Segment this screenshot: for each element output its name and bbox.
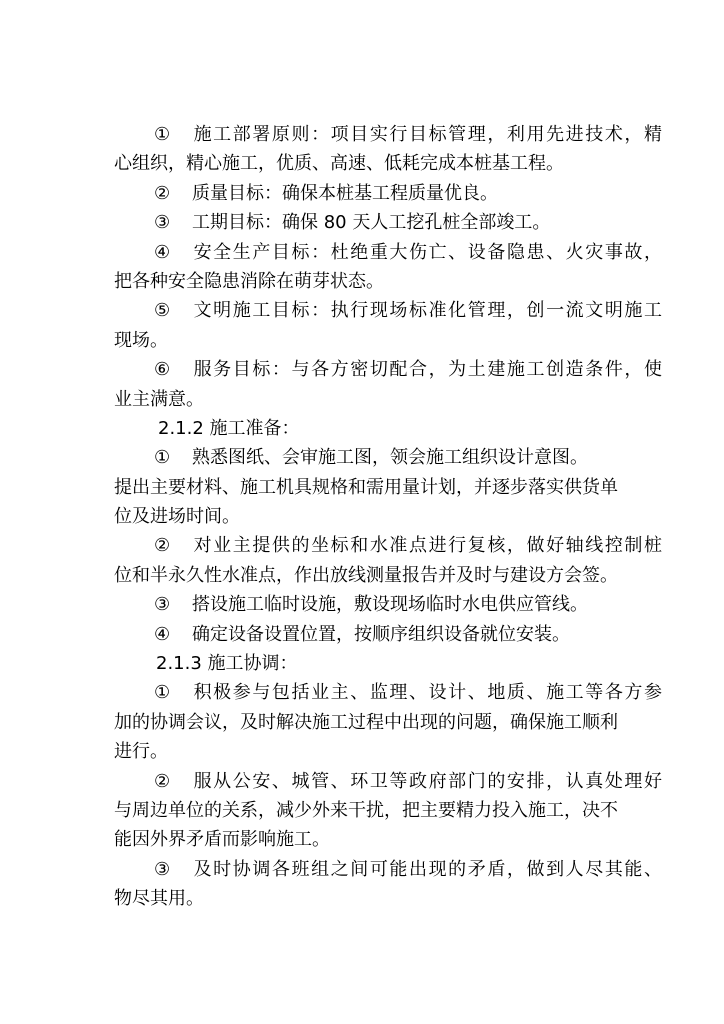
paragraph-line: 位和半永久性水准点，作出放线测量报告并及时与建设方会签。 <box>114 564 618 586</box>
paragraph-line: ① 熟悉图纸、会审施工图，领会施工组织设计意图。 <box>114 443 662 472</box>
list-marker: ⑤ <box>154 300 171 322</box>
paragraph-line: 现场。 <box>114 329 168 351</box>
coordination-paragraph <box>114 678 662 766</box>
section-heading: 2.1.2 施工准备： <box>158 417 300 439</box>
objective-paragraph <box>114 296 662 355</box>
list-marker: ② <box>154 535 171 557</box>
coordination-paragraph <box>114 767 662 855</box>
paragraph-line: 能因外界矛盾而影响施工。 <box>114 829 330 851</box>
paragraph-line: ① 积极参与包括业主、监理、设计、地质、施工等各方参 <box>114 678 662 707</box>
preparation-paragraph <box>114 590 662 619</box>
preparation-paragraph <box>114 620 662 649</box>
paragraph-line: ① 施工部署原则：项目实行目标管理，利用先进技术，精 <box>114 120 662 149</box>
list-marker: ⑥ <box>154 359 171 381</box>
paragraph-line: ③ 工期目标：确保 80 天人工挖孔桩全部竣工。 <box>114 208 662 237</box>
paragraph-line: 进行。 <box>114 741 168 763</box>
preparation-paragraph <box>114 443 662 531</box>
paragraph-line: 物尽其用。 <box>114 888 204 910</box>
preparation-paragraph <box>114 531 662 590</box>
objective-paragraph <box>114 179 662 208</box>
list-marker: ③ <box>154 212 171 234</box>
paragraph-line: 把各种安全隐患消除在萌芽状态。 <box>114 270 384 292</box>
objective-paragraph <box>114 355 662 414</box>
list-marker: ④ <box>154 623 171 645</box>
objective-paragraph <box>114 238 662 297</box>
paragraph-line: 与周边单位的关系，减少外来干扰，把主要精力投入施工，决不 <box>114 799 618 821</box>
list-marker: ① <box>154 682 171 704</box>
list-marker: ① <box>154 124 171 145</box>
paragraph-line: ② 质量目标：确保本桩基工程质量优良。 <box>114 179 662 208</box>
list-marker: ③ <box>154 594 171 616</box>
paragraph-line: ④ 确定设备设置位置，按顺序组织设备就位安装。 <box>114 620 662 649</box>
list-marker: ② <box>154 770 171 792</box>
paragraph-line: ⑥ 服务目标：与各方密切配合，为土建施工创造条件，使 <box>114 355 662 384</box>
paragraph-line: ② 对业主提供的坐标和水准点进行复核，做好轴线控制桩 <box>114 531 662 560</box>
objective-paragraph <box>114 208 662 237</box>
list-marker: ③ <box>154 858 171 880</box>
coordination-paragraph <box>114 855 662 914</box>
list-marker: ② <box>154 182 171 204</box>
paragraph-line: 心组织，精心施工，优质、高速、低耗完成本桩基工程。 <box>114 153 564 175</box>
paragraph-line: ⑤ 文明施工目标：执行现场标准化管理，创一流文明施工 <box>114 296 662 325</box>
document-body <box>114 120 662 914</box>
paragraph-line: 提出主要材料、施工机具规格和需用量计划，并逐步落实供货单 <box>114 476 618 498</box>
paragraph-line: ④ 安全生产目标：杜绝重大伤亡、设备隐患、火灾事故， <box>114 238 662 267</box>
paragraph-line: 位及进场时间。 <box>114 506 240 528</box>
paragraph-line: 加的协调会议，及时解决施工过程中出现的问题，确保施工顺利 <box>114 711 618 733</box>
list-marker: ④ <box>154 241 171 263</box>
paragraph-line: ③ 搭设施工临时设施，敷设现场临时水电供应管线。 <box>114 590 662 619</box>
list-marker: ① <box>154 447 171 469</box>
section-heading: 2.1.3 施工协调： <box>156 653 298 675</box>
paragraph-line: ② 服从公安、城管、环卫等政府部门的安排，认真处理好 <box>114 767 662 796</box>
paragraph-line: ③ 及时协调各班组之间可能出现的矛盾，做到人尽其能、 <box>114 855 662 884</box>
objective-paragraph <box>114 120 662 179</box>
paragraph-line: 业主满意。 <box>114 388 204 410</box>
